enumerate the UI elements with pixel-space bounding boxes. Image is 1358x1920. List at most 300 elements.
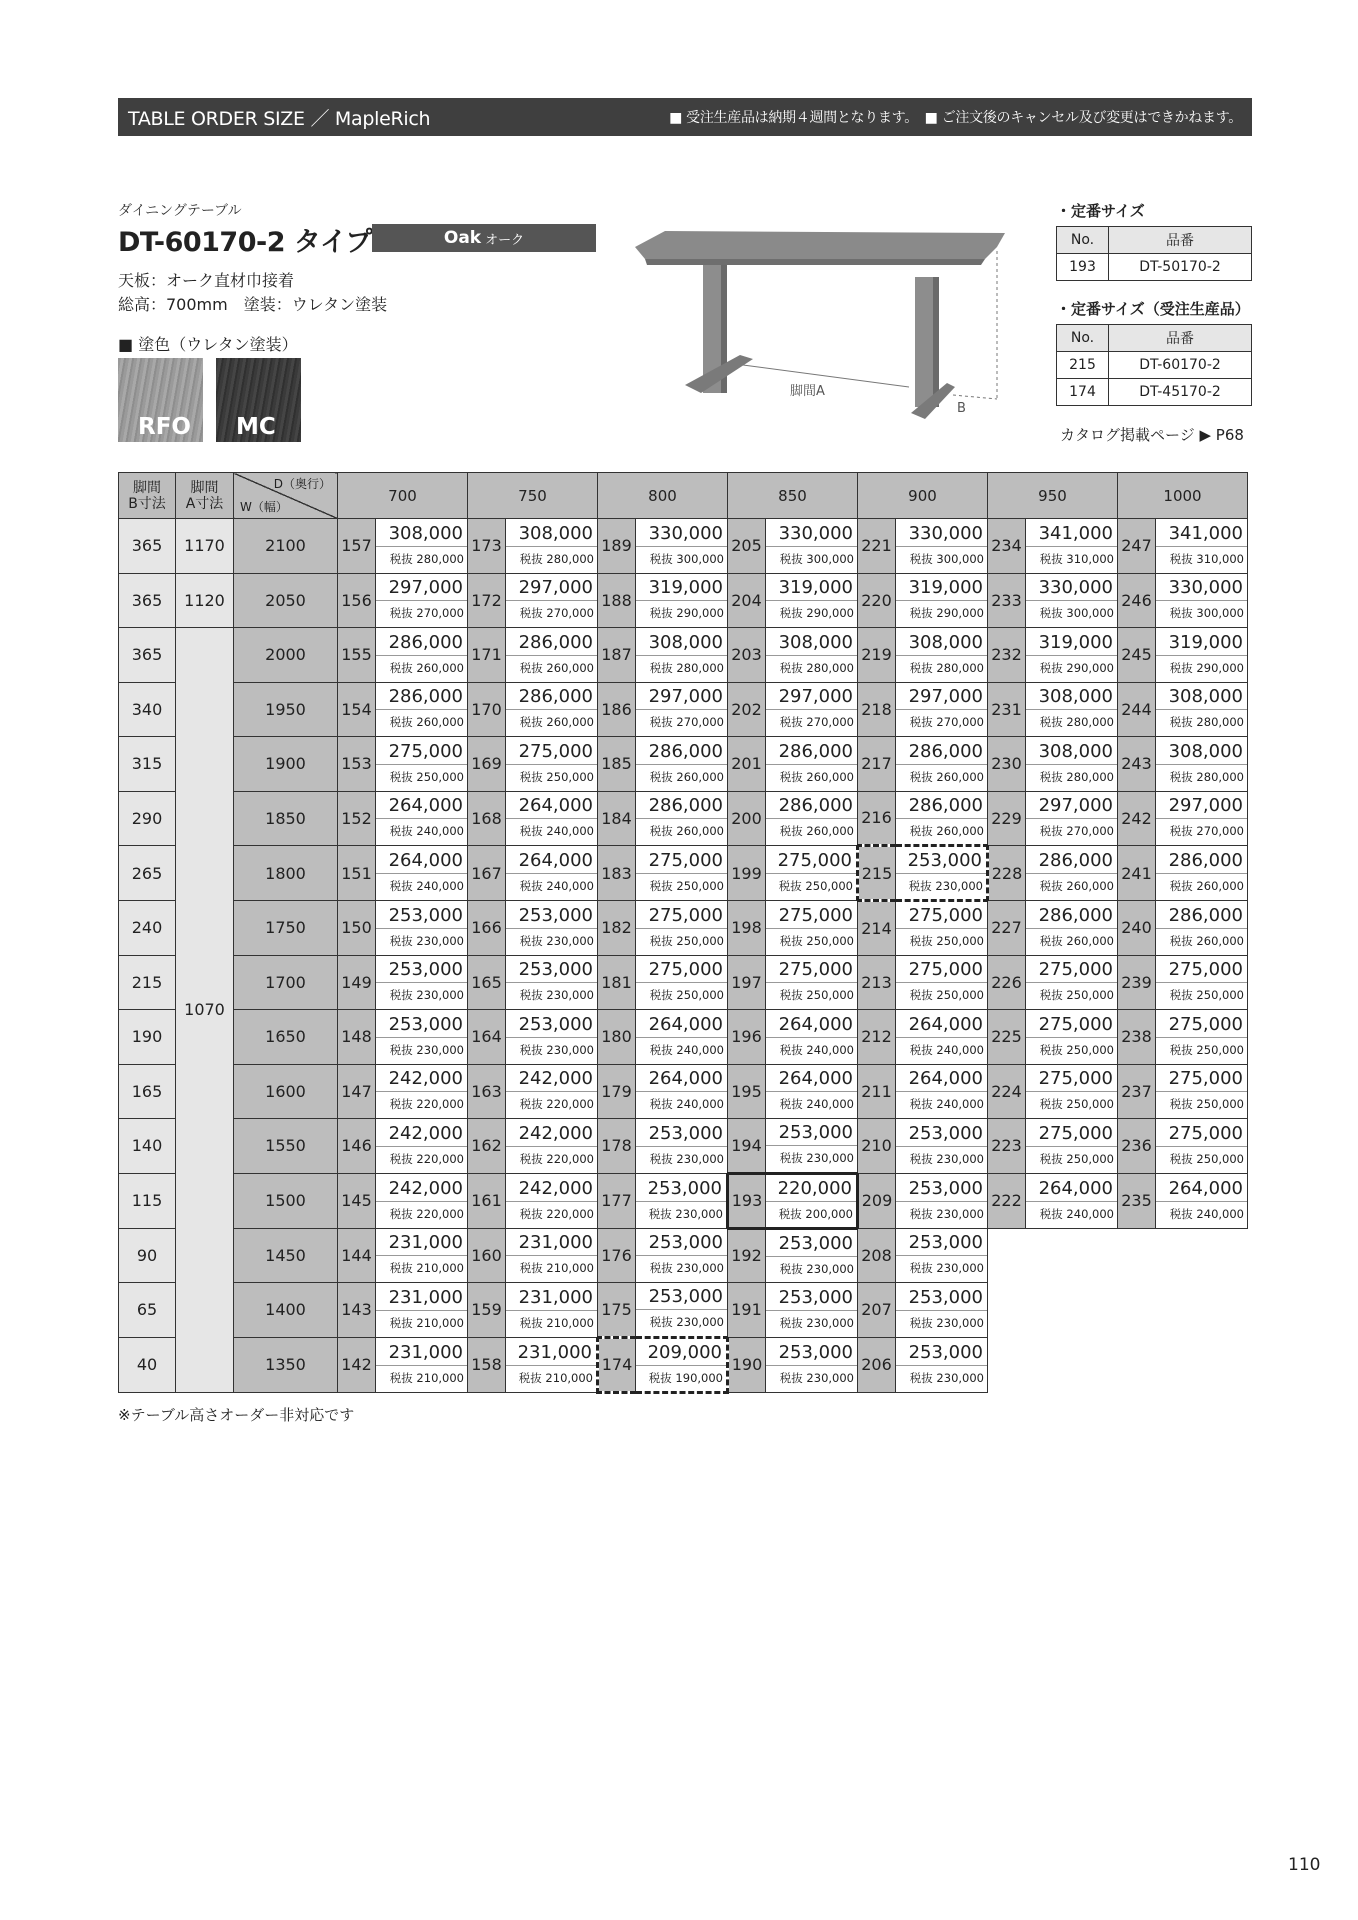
- price-incl-tax: 264,000: [636, 1065, 727, 1092]
- item-number-cell: 184: [598, 791, 636, 846]
- price-excl-tax: 税抜 240,000: [649, 1097, 724, 1112]
- price-excl-tax: 税抜 250,000: [649, 933, 724, 948]
- price-incl-tax: 319,000: [896, 574, 987, 601]
- price-cell: [1156, 1010, 1248, 1065]
- price-cell: [506, 791, 598, 846]
- price-excl-tax: 税抜 300,000: [779, 551, 854, 566]
- standard-order-title: ・定番サイズ（受注生産品）: [1056, 300, 1250, 318]
- price-incl-tax: 330,000: [636, 520, 727, 547]
- price-incl-tax: 286,000: [636, 792, 727, 819]
- cell-item: DT-60170-2: [1109, 352, 1252, 379]
- price-incl-tax: 231,000: [376, 1229, 467, 1256]
- price-incl-tax: 253,000: [766, 1339, 857, 1366]
- page-header: [118, 98, 1252, 136]
- price-cell: [376, 1119, 468, 1174]
- item-number-cell: 182: [598, 901, 636, 956]
- price-excl-tax: 税抜 250,000: [1039, 988, 1114, 1003]
- price-cell: [1026, 1173, 1118, 1228]
- price-incl-tax: 253,000: [636, 1175, 726, 1202]
- price-cell: [766, 1173, 858, 1228]
- price-incl-tax: 308,000: [1156, 738, 1247, 765]
- price-cell: [1156, 1173, 1248, 1228]
- table-row: [119, 1119, 1248, 1174]
- width-cell: 1600: [234, 1064, 338, 1119]
- price-excl-tax: 税抜 250,000: [779, 933, 854, 948]
- price-excl-tax: 税抜 250,000: [1169, 1151, 1244, 1166]
- price-incl-tax: 264,000: [896, 1065, 987, 1092]
- col-item: 品番: [1109, 227, 1252, 254]
- item-number-cell: 159: [468, 1283, 506, 1338]
- item-number-cell: 234: [988, 519, 1026, 574]
- price-cell: [1026, 737, 1118, 792]
- price-cell: [506, 955, 598, 1010]
- price-excl-tax: 税抜 230,000: [908, 879, 983, 893]
- item-number-cell: 244: [1118, 682, 1156, 737]
- price-excl-tax: 税抜 240,000: [779, 1042, 854, 1057]
- price-cell: [1026, 955, 1118, 1010]
- price-excl-tax: 税抜 280,000: [1039, 715, 1114, 730]
- header-notice: ■ 受注生産品は納期４週間となります。 ■ ご注文後のキャンセル及び変更はできかねます。: [669, 110, 1242, 126]
- table-row: [119, 682, 1248, 737]
- price-incl-tax: 275,000: [896, 902, 987, 929]
- item-number-cell: 217: [858, 737, 896, 792]
- depth-header: 950: [988, 473, 1118, 519]
- price-incl-tax: 286,000: [1156, 902, 1247, 929]
- price-excl-tax: 税抜 210,000: [389, 1370, 464, 1385]
- depth-axis-label: D（奥行）: [273, 477, 331, 491]
- depth-header: 900: [858, 473, 988, 519]
- price-incl-tax: 231,000: [376, 1339, 467, 1366]
- item-number-cell: 174: [598, 1337, 636, 1392]
- price-incl-tax: 341,000: [1026, 520, 1117, 547]
- price-excl-tax: 税抜 300,000: [1039, 606, 1114, 621]
- price-incl-tax: 275,000: [1026, 1065, 1117, 1092]
- price-incl-tax: 253,000: [766, 1119, 857, 1146]
- product-category: ダイニングテーブル: [118, 203, 242, 219]
- item-number-cell: 203: [728, 628, 766, 683]
- item-number-cell: 231: [988, 682, 1026, 737]
- price-excl-tax: 税抜 260,000: [779, 769, 854, 784]
- item-number-cell: 153: [338, 737, 376, 792]
- price-incl-tax: 209,000: [636, 1339, 726, 1366]
- price-excl-tax: 税抜 230,000: [909, 1315, 984, 1330]
- price-cell: [506, 1283, 598, 1338]
- width-cell: 2000: [234, 628, 338, 683]
- price-excl-tax: 税抜 280,000: [909, 660, 984, 675]
- item-number-cell: 213: [858, 955, 896, 1010]
- price-cell: [506, 1337, 598, 1392]
- item-number-cell: 150: [338, 901, 376, 956]
- price-cell: [636, 846, 728, 901]
- item-number-cell: 219: [858, 628, 896, 683]
- price-incl-tax: 253,000: [896, 1175, 987, 1202]
- item-number-cell: 221: [858, 519, 896, 574]
- price-incl-tax: 253,000: [766, 1230, 857, 1257]
- item-number-cell: 142: [338, 1337, 376, 1392]
- price-cell: [1156, 519, 1248, 574]
- item-number-cell: 239: [1118, 955, 1156, 1010]
- table-row: [119, 1228, 1248, 1283]
- color-swatch-rfo: [118, 358, 203, 442]
- price-excl-tax: 税抜 240,000: [1039, 1206, 1114, 1221]
- item-number-cell: 162: [468, 1119, 506, 1174]
- price-excl-tax: 税抜 240,000: [779, 1097, 854, 1112]
- price-excl-tax: 税抜 220,000: [519, 1097, 594, 1112]
- item-number-cell: 192: [728, 1228, 766, 1283]
- depth-header: 850: [728, 473, 858, 519]
- price-incl-tax: 264,000: [376, 847, 467, 874]
- item-number-cell: 228: [988, 846, 1026, 901]
- price-incl-tax: 264,000: [766, 1011, 857, 1038]
- item-number-cell: 241: [1118, 846, 1156, 901]
- item-number-cell: 146: [338, 1119, 376, 1174]
- item-number-cell: 151: [338, 846, 376, 901]
- price-excl-tax: 税抜 250,000: [1039, 1151, 1114, 1166]
- price-excl-tax: 税抜 250,000: [1169, 1042, 1244, 1057]
- price-excl-tax: 税抜 260,000: [389, 715, 464, 730]
- price-cell: [636, 1337, 728, 1392]
- price-cell: [766, 628, 858, 683]
- item-number-cell: 169: [468, 737, 506, 792]
- price-incl-tax: 330,000: [1026, 574, 1117, 601]
- price-incl-tax: 297,000: [376, 574, 467, 601]
- item-number-cell: 230: [988, 737, 1026, 792]
- price-cell: [506, 628, 598, 683]
- price-cell: [636, 1283, 728, 1338]
- price-excl-tax: 税抜 230,000: [909, 1261, 984, 1276]
- item-number-cell: 190: [728, 1337, 766, 1392]
- price-cell: [766, 682, 858, 737]
- price-cell: [896, 573, 988, 628]
- price-cell: [896, 1228, 988, 1283]
- price-excl-tax: 税抜 260,000: [1039, 879, 1114, 893]
- item-number-cell: 209: [858, 1173, 896, 1228]
- price-incl-tax: 253,000: [636, 1283, 727, 1310]
- price-incl-tax: 286,000: [1026, 902, 1117, 929]
- cell-no: 174: [1057, 379, 1109, 406]
- price-excl-tax: 税抜 260,000: [519, 715, 594, 730]
- item-number-cell: 193: [728, 1173, 766, 1228]
- price-excl-tax: 税抜 230,000: [519, 933, 594, 948]
- price-incl-tax: 275,000: [766, 956, 857, 983]
- price-excl-tax: 税抜 290,000: [909, 606, 984, 621]
- price-cell: [896, 737, 988, 792]
- item-number-cell: 235: [1118, 1173, 1156, 1228]
- leg-span-b-cell: 265: [119, 846, 176, 901]
- price-incl-tax: 275,000: [1156, 1120, 1247, 1147]
- price-cell: [766, 1119, 858, 1174]
- price-cell: [766, 1010, 858, 1065]
- price-incl-tax: 275,000: [376, 738, 467, 765]
- price-incl-tax: 275,000: [1026, 956, 1117, 983]
- item-number-cell: 225: [988, 1010, 1026, 1065]
- page-number: 110: [1288, 1855, 1321, 1875]
- header-leg-span-b: 脚間 B寸法: [119, 473, 176, 519]
- footnote: ※テーブル高さオーダー非対応です: [118, 1406, 355, 1424]
- price-cell: [1156, 1064, 1248, 1119]
- standard-size-title: ・定番サイズ: [1056, 202, 1145, 220]
- color-label: ■ 塗色（ウレタン塗装）: [118, 335, 298, 354]
- item-number-cell: 240: [1118, 901, 1156, 956]
- table-row: [119, 1337, 1248, 1392]
- item-number-cell: 161: [468, 1173, 506, 1228]
- price-cell: [896, 519, 988, 574]
- item-number-cell: 168: [468, 791, 506, 846]
- item-number-cell: 156: [338, 573, 376, 628]
- price-cell: [636, 682, 728, 737]
- item-number-cell: 206: [858, 1337, 896, 1392]
- item-number-cell: 208: [858, 1228, 896, 1283]
- price-incl-tax: 242,000: [376, 1175, 467, 1202]
- price-incl-tax: 308,000: [1156, 683, 1247, 710]
- price-incl-tax: 264,000: [506, 847, 597, 874]
- price-cell: [506, 846, 598, 901]
- col-item: 品番: [1109, 325, 1252, 352]
- price-incl-tax: 286,000: [376, 629, 467, 656]
- item-number-cell: 177: [598, 1173, 636, 1228]
- price-excl-tax: 税抜 260,000: [389, 660, 464, 675]
- price-incl-tax: 286,000: [506, 629, 597, 656]
- price-incl-tax: 286,000: [766, 738, 857, 765]
- width-cell: 1650: [234, 1010, 338, 1065]
- width-cell: 1850: [234, 791, 338, 846]
- price-cell: [1026, 901, 1118, 956]
- width-cell: 1900: [234, 737, 338, 792]
- price-cell: [376, 519, 468, 574]
- item-number-cell: 220: [858, 573, 896, 628]
- width-cell: 1750: [234, 901, 338, 956]
- item-number-cell: 158: [468, 1337, 506, 1392]
- price-excl-tax: 税抜 230,000: [519, 988, 594, 1003]
- price-excl-tax: 税抜 230,000: [389, 933, 464, 948]
- price-excl-tax: 税抜 240,000: [909, 1042, 984, 1057]
- item-number-cell: 243: [1118, 737, 1156, 792]
- item-number-cell: 245: [1118, 628, 1156, 683]
- price-incl-tax: 286,000: [896, 792, 987, 819]
- price-excl-tax: 税抜 260,000: [649, 769, 724, 784]
- price-incl-tax: 264,000: [1156, 1175, 1247, 1202]
- price-incl-tax: 231,000: [376, 1284, 467, 1311]
- price-excl-tax: 税抜 280,000: [1039, 769, 1114, 784]
- price-cell: [376, 573, 468, 628]
- price-cell: [896, 1337, 988, 1392]
- item-number-cell: 144: [338, 1228, 376, 1283]
- price-incl-tax: 319,000: [766, 574, 857, 601]
- leg-span-b-cell: 315: [119, 737, 176, 792]
- leg-span-a-cell: 1070: [176, 628, 234, 1393]
- item-number-cell: 218: [858, 682, 896, 737]
- price-cell: [376, 1283, 468, 1338]
- price-incl-tax: 242,000: [376, 1120, 467, 1147]
- price-excl-tax: 税抜 240,000: [519, 824, 594, 839]
- item-number-cell: 167: [468, 846, 506, 901]
- item-number-cell: 237: [1118, 1064, 1156, 1119]
- price-incl-tax: 275,000: [766, 902, 857, 929]
- table-row: [119, 1173, 1248, 1228]
- price-cell: [506, 1064, 598, 1119]
- price-incl-tax: 253,000: [896, 1339, 987, 1366]
- leg-span-b-cell: 365: [119, 628, 176, 683]
- header-title: TABLE ORDER SIZE ／ MapleRich: [128, 107, 431, 130]
- table-row: [119, 901, 1248, 956]
- price-incl-tax: 308,000: [896, 629, 987, 656]
- order-size-price-table: [118, 472, 1248, 1394]
- price-cell: [506, 1173, 598, 1228]
- depth-header: 1000: [1118, 473, 1248, 519]
- price-incl-tax: 275,000: [1156, 956, 1247, 983]
- item-number-cell: 207: [858, 1283, 896, 1338]
- price-excl-tax: 税抜 200,000: [778, 1206, 853, 1221]
- item-number-cell: 201: [728, 737, 766, 792]
- price-incl-tax: 286,000: [636, 738, 727, 765]
- price-incl-tax: 308,000: [1026, 683, 1117, 710]
- empty-cell: [1118, 1228, 1248, 1283]
- standard-order-table: [1056, 324, 1252, 406]
- price-excl-tax: 税抜 220,000: [389, 1097, 464, 1112]
- item-number-cell: 188: [598, 573, 636, 628]
- price-incl-tax: 308,000: [376, 520, 467, 547]
- price-cell: [1156, 628, 1248, 683]
- item-number-cell: 157: [338, 519, 376, 574]
- cell-item: DT-45170-2: [1109, 379, 1252, 406]
- price-excl-tax: 税抜 230,000: [779, 1315, 854, 1330]
- price-incl-tax: 275,000: [1026, 1011, 1117, 1038]
- price-cell: [636, 791, 728, 846]
- price-excl-tax: 税抜 290,000: [649, 606, 724, 621]
- price-excl-tax: 税抜 230,000: [389, 1042, 464, 1057]
- price-excl-tax: 税抜 230,000: [779, 1261, 854, 1276]
- price-incl-tax: 319,000: [636, 574, 727, 601]
- item-number-cell: 165: [468, 955, 506, 1010]
- header-leg-span-a: 脚間 A寸法: [176, 473, 234, 519]
- price-excl-tax: 税抜 250,000: [779, 988, 854, 1003]
- leg-span-b-cell: 90: [119, 1228, 176, 1283]
- price-incl-tax: 264,000: [636, 1011, 727, 1038]
- leg-span-b-label: B: [957, 401, 966, 416]
- table-row: [119, 737, 1248, 792]
- item-number-cell: 175: [598, 1283, 636, 1338]
- price-cell: [896, 901, 988, 956]
- item-number-cell: 224: [988, 1064, 1026, 1119]
- price-cell: [506, 1119, 598, 1174]
- price-excl-tax: 税抜 250,000: [909, 988, 984, 1003]
- item-number-cell: 204: [728, 573, 766, 628]
- table-row: [119, 955, 1248, 1010]
- price-incl-tax: 286,000: [376, 683, 467, 710]
- leg-span-a-cell: 1170: [176, 519, 234, 574]
- price-cell: [766, 1228, 858, 1283]
- col-no: No.: [1057, 227, 1109, 254]
- price-excl-tax: 税抜 270,000: [909, 715, 984, 730]
- price-excl-tax: 税抜 250,000: [909, 934, 984, 949]
- item-number-cell: 163: [468, 1064, 506, 1119]
- price-excl-tax: 税抜 290,000: [779, 606, 854, 621]
- price-incl-tax: 286,000: [1026, 847, 1117, 874]
- width-cell: 2100: [234, 519, 338, 574]
- price-cell: [636, 901, 728, 956]
- price-excl-tax: 税抜 210,000: [519, 1261, 594, 1276]
- item-number-cell: 223: [988, 1119, 1026, 1174]
- empty-cell: [1118, 1283, 1248, 1338]
- item-number-cell: 180: [598, 1010, 636, 1065]
- width-cell: 1450: [234, 1228, 338, 1283]
- item-number-cell: 189: [598, 519, 636, 574]
- swatch-label: MC: [236, 414, 276, 440]
- price-incl-tax: 242,000: [506, 1175, 597, 1202]
- price-cell: [896, 791, 988, 846]
- price-excl-tax: 税抜 230,000: [909, 1206, 984, 1221]
- price-excl-tax: 税抜 230,000: [649, 1315, 724, 1330]
- price-excl-tax: 税抜 240,000: [649, 1042, 724, 1057]
- width-cell: 1950: [234, 682, 338, 737]
- price-excl-tax: 税抜 300,000: [909, 551, 984, 566]
- price-cell: [1026, 1119, 1118, 1174]
- price-excl-tax: 税抜 250,000: [1169, 988, 1244, 1003]
- cell-no: 215: [1057, 352, 1109, 379]
- price-excl-tax: 税抜 240,000: [909, 1097, 984, 1112]
- price-excl-tax: 税抜 250,000: [649, 988, 724, 1003]
- price-excl-tax: 税抜 210,000: [389, 1315, 464, 1330]
- price-cell: [766, 1064, 858, 1119]
- width-cell: 1550: [234, 1119, 338, 1174]
- table-row: [119, 1283, 1248, 1338]
- price-incl-tax: 242,000: [376, 1065, 467, 1092]
- price-incl-tax: 297,000: [896, 683, 987, 710]
- item-number-cell: 152: [338, 791, 376, 846]
- price-incl-tax: 297,000: [766, 683, 857, 710]
- table-row: [119, 846, 1248, 901]
- price-incl-tax: 275,000: [636, 956, 727, 983]
- item-number-cell: 216: [858, 791, 896, 846]
- price-excl-tax: 税抜 250,000: [389, 769, 464, 784]
- table-row: [119, 791, 1248, 846]
- item-number-cell: 238: [1118, 1010, 1156, 1065]
- price-cell: [1026, 519, 1118, 574]
- price-cell: [1026, 573, 1118, 628]
- empty-cell: [988, 1283, 1118, 1338]
- item-number-cell: 172: [468, 573, 506, 628]
- price-cell: [376, 682, 468, 737]
- price-incl-tax: 231,000: [506, 1339, 596, 1366]
- price-incl-tax: 253,000: [376, 902, 467, 929]
- leg-span-b-cell: 215: [119, 955, 176, 1010]
- item-number-cell: 226: [988, 955, 1026, 1010]
- price-incl-tax: 253,000: [766, 1284, 857, 1311]
- item-number-cell: 170: [468, 682, 506, 737]
- price-excl-tax: 税抜 230,000: [779, 1151, 854, 1166]
- price-cell: [766, 791, 858, 846]
- price-cell: [636, 519, 728, 574]
- price-excl-tax: 税抜 260,000: [519, 660, 594, 675]
- price-excl-tax: 税抜 230,000: [648, 1206, 723, 1221]
- price-cell: [766, 737, 858, 792]
- price-cell: [1026, 846, 1118, 901]
- price-excl-tax: 税抜 210,000: [519, 1315, 594, 1330]
- width-cell: 1500: [234, 1173, 338, 1228]
- price-cell: [376, 1010, 468, 1065]
- price-cell: [766, 1337, 858, 1392]
- price-excl-tax: 税抜 260,000: [909, 823, 984, 838]
- material-name-jp: オーク: [485, 232, 525, 248]
- leg-span-b-cell: 190: [119, 1010, 176, 1065]
- price-excl-tax: 税抜 230,000: [779, 1370, 854, 1385]
- price-cell: [1026, 791, 1118, 846]
- price-cell: [1156, 791, 1248, 846]
- item-number-cell: 185: [598, 737, 636, 792]
- standard-size-table: [1056, 226, 1252, 281]
- price-incl-tax: 275,000: [636, 847, 727, 874]
- price-incl-tax: 231,000: [506, 1284, 597, 1311]
